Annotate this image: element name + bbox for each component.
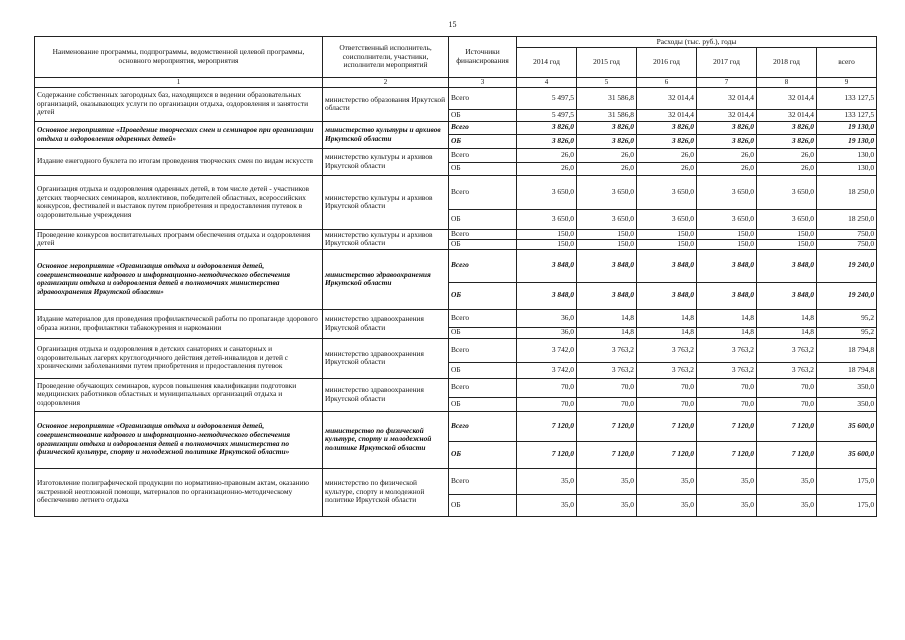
year-value: 3 826,0 (517, 121, 577, 134)
funding-source: ОБ (449, 282, 517, 309)
year-value: 7 120,0 (697, 411, 757, 441)
year-value: 26,0 (517, 162, 577, 175)
year-value: 35,0 (517, 468, 577, 494)
year-value: 3 826,0 (577, 134, 637, 148)
year-value: 32 014,4 (697, 109, 757, 121)
year-value: 7 120,0 (757, 411, 817, 441)
funding-source: Всего (449, 175, 517, 209)
year-value: 3 848,0 (757, 282, 817, 309)
year-value: 150,0 (517, 229, 577, 239)
year-value: 3 848,0 (517, 282, 577, 309)
funding-source: ОБ (449, 239, 517, 249)
column-number: 9 (817, 78, 877, 88)
year-value: 26,0 (637, 148, 697, 162)
table-row (35, 148, 877, 162)
activity-name: Основное мероприятие «Организация отдыха и оздоровления детей, совершенствование кадрового и информационно-методического обеспечения организации отдыха и оздоровления детей в полномочиях министерства по физической культуре, спорту и молодежной политике Иркутской области» (35, 411, 323, 468)
year-value: 3 763,2 (697, 338, 757, 362)
year-value: 7 120,0 (757, 441, 817, 468)
activity-name: Основное мероприятие «Организация отдыха и оздоровления детей, совершенствование кадрового и информационно-методического обеспечения организации отдыха и оздоровления детей в полномочиях министерства здравоохранения Иркутской области» (35, 249, 323, 309)
header-expenses: Расходы (тыс. руб.), годы (517, 37, 877, 48)
funding-source: Всего (449, 121, 517, 134)
funding-source: ОБ (449, 209, 517, 229)
year-value: 3 763,2 (757, 362, 817, 378)
year-value: 3 650,0 (697, 175, 757, 209)
activity-name: Проведение обучающих семинаров, курсов повышения квалификации подготовки медицинских работников областных и муниципальных организаций отдыха и оздоровления (35, 378, 323, 411)
funding-source: Всего (449, 338, 517, 362)
table-row (35, 175, 877, 209)
year-value: 3 826,0 (637, 134, 697, 148)
year-value: 3 650,0 (517, 209, 577, 229)
table-row (35, 309, 877, 327)
year-value: 26,0 (697, 148, 757, 162)
funding-source: ОБ (449, 494, 517, 516)
year-value: 32 014,4 (637, 109, 697, 121)
column-number: 4 (517, 78, 577, 88)
year-value: 3 650,0 (517, 175, 577, 209)
executor: министерство здравоохранения Иркутской области (323, 249, 449, 309)
funding-source: ОБ (449, 397, 517, 411)
year-value: 3 826,0 (577, 121, 637, 134)
page-number: 15 (448, 20, 457, 29)
year-value: 3 650,0 (757, 175, 817, 209)
year-value: 3 763,2 (577, 338, 637, 362)
funding-source: Всего (449, 309, 517, 327)
funding-source: Всего (449, 229, 517, 239)
funding-source: Всего (449, 411, 517, 441)
funding-source: Всего (449, 87, 517, 109)
year-value: 70,0 (637, 397, 697, 411)
year-value: 3 763,2 (637, 338, 697, 362)
year-value: 35,0 (637, 468, 697, 494)
total-value: 175,0 (817, 468, 877, 494)
year-value: 7 120,0 (637, 441, 697, 468)
year-value: 3 763,2 (757, 338, 817, 362)
year-value: 35,0 (577, 494, 637, 516)
year-value: 3 848,0 (577, 249, 637, 282)
executor: министерство по физической культуре, спорту и молодежной политике Иркутской области (323, 468, 449, 516)
year-value: 150,0 (577, 239, 637, 249)
total-value: 18 250,0 (817, 209, 877, 229)
total-value: 19 240,0 (817, 282, 877, 309)
year-value: 70,0 (757, 397, 817, 411)
executor: министерство культуры и архивов Иркутской области (323, 175, 449, 229)
activity-name: Издание ежегодного буклета по итогам проведения творческих смен по видам искусств (35, 148, 323, 175)
funding-source: ОБ (449, 109, 517, 121)
column-number: 7 (697, 78, 757, 88)
year-value: 31 586,8 (577, 87, 637, 109)
year-value: 35,0 (697, 468, 757, 494)
year-value: 3 848,0 (577, 282, 637, 309)
funding-source: Всего (449, 148, 517, 162)
funding-source: ОБ (449, 327, 517, 338)
year-value: 5 497,5 (517, 109, 577, 121)
year-value: 150,0 (757, 229, 817, 239)
header-year: 2017 год (697, 48, 757, 78)
year-value: 36,0 (517, 327, 577, 338)
header-executor: Ответственный исполнитель, соисполнители, участники, исполнители мероприятий (323, 37, 449, 78)
total-value: 133 127,5 (817, 109, 877, 121)
year-value: 14,8 (697, 327, 757, 338)
activity-name: Организация отдыха и оздоровления в детских санаториях и санаторных и оздоровительных лагерях круглогодичного действия детей-инвалидов и детей с хроническими заболеваниями путем приобретения и предоставления путевок (35, 338, 323, 378)
executor: министерство культуры и архивов Иркутской области (323, 148, 449, 175)
activity-name: Изготовление полиграфической продукции по нормативно-правовым актам, оказанию экстренной неотложной помощи, материалов по организационно-методическому обеспечению летнего отдыха (35, 468, 323, 516)
year-value: 7 120,0 (697, 441, 757, 468)
year-value: 26,0 (757, 148, 817, 162)
year-value: 7 120,0 (577, 441, 637, 468)
year-value: 14,8 (637, 327, 697, 338)
year-value: 150,0 (697, 239, 757, 249)
table-row (35, 378, 877, 397)
executor: министерство образования Иркутской области (323, 87, 449, 121)
year-value: 150,0 (757, 239, 817, 249)
year-value: 26,0 (517, 148, 577, 162)
year-value: 3 742,0 (517, 362, 577, 378)
year-value: 26,0 (637, 162, 697, 175)
column-number: 2 (323, 78, 449, 88)
table-row (35, 121, 877, 134)
year-value: 3 742,0 (517, 338, 577, 362)
activity-name: Организация отдыха и оздоровления одаренных детей, в том числе детей - участников детских творческих семинаров, коллективов, победителей областных, всероссийских конкурсов, фестивалей и выставок путем приобретения и предоставления путевок в оздоровительные учреждения (35, 175, 323, 229)
year-value: 14,8 (757, 309, 817, 327)
year-value: 32 014,4 (637, 87, 697, 109)
header-year: 2014 год (517, 48, 577, 78)
table-row (35, 249, 877, 282)
header-year: 2015 год (577, 48, 637, 78)
total-value: 175,0 (817, 494, 877, 516)
total-value: 350,0 (817, 397, 877, 411)
executor: министерство здравоохранения Иркутской области (323, 378, 449, 411)
table-row (35, 468, 877, 494)
executor: министерство по физической культуре, спорту и молодежной политике Иркутской области (323, 411, 449, 468)
year-value: 3 826,0 (517, 134, 577, 148)
table-row (35, 229, 877, 239)
year-value: 3 650,0 (637, 175, 697, 209)
funding-source: ОБ (449, 162, 517, 175)
year-value: 70,0 (697, 397, 757, 411)
year-value: 35,0 (697, 494, 757, 516)
header-total: всего (817, 48, 877, 78)
year-value: 32 014,4 (757, 87, 817, 109)
column-number: 3 (449, 78, 517, 88)
year-value: 150,0 (517, 239, 577, 249)
executor: министерство здравоохранения Иркутской области (323, 338, 449, 378)
year-value: 3 848,0 (637, 249, 697, 282)
activity-name: Издание материалов для проведения профилактической работы по пропаганде здорового образа жизни, профилактики табакокурения и наркомании (35, 309, 323, 338)
column-number: 6 (637, 78, 697, 88)
year-value: 14,8 (577, 309, 637, 327)
funding-source: Всего (449, 468, 517, 494)
total-value: 19 240,0 (817, 249, 877, 282)
year-value: 3 826,0 (757, 134, 817, 148)
column-number: 1 (35, 78, 323, 88)
year-value: 3 650,0 (757, 209, 817, 229)
table-row (35, 87, 877, 109)
year-value: 35,0 (577, 468, 637, 494)
year-value: 26,0 (697, 162, 757, 175)
executor: министерство здравоохранения Иркутской области (323, 309, 449, 338)
year-value: 14,8 (577, 327, 637, 338)
header-year: 2016 год (637, 48, 697, 78)
year-value: 36,0 (517, 309, 577, 327)
year-value: 7 120,0 (637, 411, 697, 441)
year-value: 3 650,0 (577, 209, 637, 229)
year-value: 70,0 (757, 378, 817, 397)
activity-name: Проведение конкурсов воспитательных программ обеспечения отдыха и оздоровления детей (35, 229, 323, 249)
total-value: 18 794,8 (817, 362, 877, 378)
year-value: 70,0 (697, 378, 757, 397)
year-value: 14,8 (697, 309, 757, 327)
year-value: 70,0 (517, 378, 577, 397)
year-value: 70,0 (577, 378, 637, 397)
year-value: 3 763,2 (637, 362, 697, 378)
year-value: 3 763,2 (697, 362, 757, 378)
year-value: 3 848,0 (757, 249, 817, 282)
funding-source: Всего (449, 378, 517, 397)
total-value: 750,0 (817, 229, 877, 239)
header-source: Источники финансирования (449, 37, 517, 78)
activity-name: Содержание собственных загородных баз, находящихся в ведении образовательных организаций, оказывающих услуги по организации отдыха, оздоровления и занятости детей (35, 87, 323, 121)
year-value: 3 826,0 (637, 121, 697, 134)
total-value: 130,0 (817, 162, 877, 175)
year-value: 5 497,5 (517, 87, 577, 109)
year-value: 7 120,0 (517, 441, 577, 468)
year-value: 70,0 (517, 397, 577, 411)
year-value: 150,0 (637, 239, 697, 249)
year-value: 3 826,0 (697, 121, 757, 134)
year-value: 26,0 (757, 162, 817, 175)
year-value: 3 848,0 (517, 249, 577, 282)
funding-source: ОБ (449, 134, 517, 148)
total-value: 35 600,0 (817, 441, 877, 468)
year-value: 150,0 (637, 229, 697, 239)
year-value: 70,0 (577, 397, 637, 411)
year-value: 150,0 (697, 229, 757, 239)
funding-source: ОБ (449, 441, 517, 468)
year-value: 26,0 (577, 162, 637, 175)
total-value: 18 250,0 (817, 175, 877, 209)
total-value: 18 794,8 (817, 338, 877, 362)
year-value: 3 826,0 (697, 134, 757, 148)
executor: министерство культуры и архивов Иркутской области (323, 229, 449, 249)
year-value: 7 120,0 (577, 411, 637, 441)
total-value: 350,0 (817, 378, 877, 397)
total-value: 133 127,5 (817, 87, 877, 109)
year-value: 3 826,0 (757, 121, 817, 134)
year-value: 150,0 (577, 229, 637, 239)
header-year: 2018 год (757, 48, 817, 78)
year-value: 14,8 (637, 309, 697, 327)
column-number: 8 (757, 78, 817, 88)
header-name: Наименование программы, подпрограммы, ведомственной целевой программы, основного мероприятия, мероприятия (35, 37, 323, 78)
table-body (35, 87, 877, 516)
total-value: 35 600,0 (817, 411, 877, 441)
year-value: 3 848,0 (637, 282, 697, 309)
year-value: 32 014,4 (757, 109, 817, 121)
year-value: 3 650,0 (697, 209, 757, 229)
year-value: 3 848,0 (697, 249, 757, 282)
year-value: 3 650,0 (637, 209, 697, 229)
year-value: 35,0 (757, 468, 817, 494)
total-value: 19 130,0 (817, 134, 877, 148)
year-value: 35,0 (637, 494, 697, 516)
funding-source: ОБ (449, 362, 517, 378)
activity-name: Основное мероприятие «Проведение творческих смен и семинаров при организации отдыха и оздоровления одаренных детей» (35, 121, 323, 148)
year-value: 35,0 (517, 494, 577, 516)
year-value: 14,8 (757, 327, 817, 338)
year-value: 7 120,0 (517, 411, 577, 441)
year-value: 31 586,8 (577, 109, 637, 121)
total-value: 95,2 (817, 309, 877, 327)
total-value: 95,2 (817, 327, 877, 338)
table-row (35, 411, 877, 441)
total-value: 130,0 (817, 148, 877, 162)
funding-source: Всего (449, 249, 517, 282)
column-number: 5 (577, 78, 637, 88)
year-value: 3 650,0 (577, 175, 637, 209)
year-value: 70,0 (637, 378, 697, 397)
year-value: 32 014,4 (697, 87, 757, 109)
year-value: 26,0 (577, 148, 637, 162)
year-value: 3 848,0 (697, 282, 757, 309)
total-value: 19 130,0 (817, 121, 877, 134)
year-value: 35,0 (757, 494, 817, 516)
executor: министерство культуры и архивов Иркутской области (323, 121, 449, 148)
total-value: 750,0 (817, 239, 877, 249)
year-value: 3 763,2 (577, 362, 637, 378)
table-row (35, 338, 877, 362)
budget-table (34, 36, 877, 517)
